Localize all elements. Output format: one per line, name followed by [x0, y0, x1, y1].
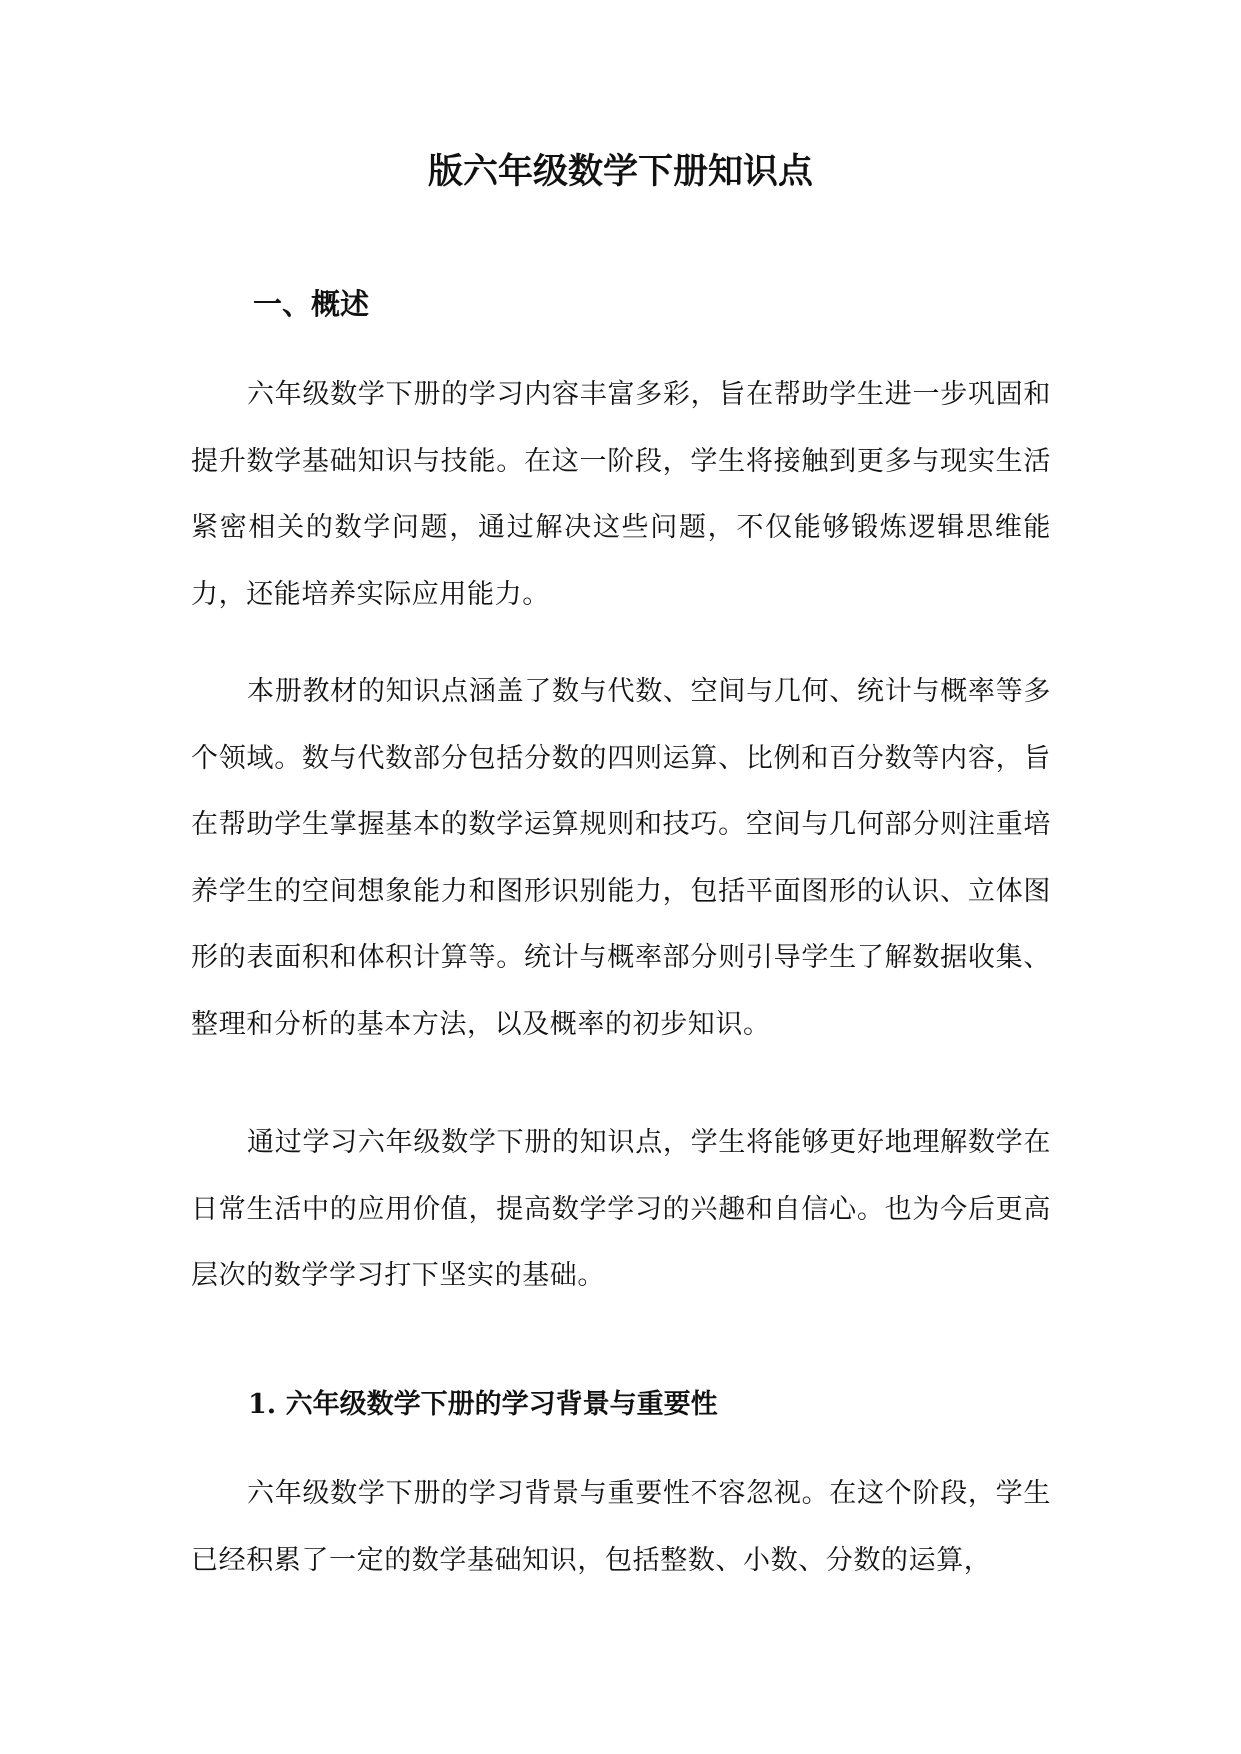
document-title: 版六年级数学下册知识点	[427, 151, 813, 192]
subsection-heading-background: 1. 六年级数学下册的学习背景与重要性	[248, 1389, 718, 1420]
background-paragraph-1: 六年级数学下册的学习背景与重要性不容忽视。在这个阶段，学生已经积累了一定的数学基础知识，包括整数、小数、分数的运算，	[191, 1478, 1051, 1576]
overview-paragraph-2: 本册教材的知识点涵盖了数与代数、空间与几何、统计与概率等多个领域。数与代数部分包括分数的四则运算、比例和百分数等内容，旨在帮助学生掌握基本的数学运算规则和技巧。空间与几何部分则注重培养学生的空间想象能力和图形识别能力，包括平面图形的认识、立体图形的表面积和体积计算等。统计与概率部分则引导学生了解数据收集、整理和分析的基本方法，以及概率的初步知识。	[191, 676, 1051, 1040]
section-heading-overview: 一、概述	[253, 287, 370, 321]
overview-paragraph-1: 六年级数学下册的学习内容丰富多彩，旨在帮助学生进一步巩固和提升数学基础知识与技能。在这一阶段，学生将接触到更多与现实生活紧密相关的数学问题，通过解决这些问题，不仅能够锻炼逻辑思维能力，还能培养实际应用能力。	[191, 379, 1051, 610]
overview-paragraph-3: 通过学习六年级数学下册的知识点，学生将能够更好地理解数学在日常生活中的应用价值，提高数学学习的兴趣和自信心。也为今后更高层次的数学学习打下坚实的基础。	[191, 1127, 1051, 1291]
